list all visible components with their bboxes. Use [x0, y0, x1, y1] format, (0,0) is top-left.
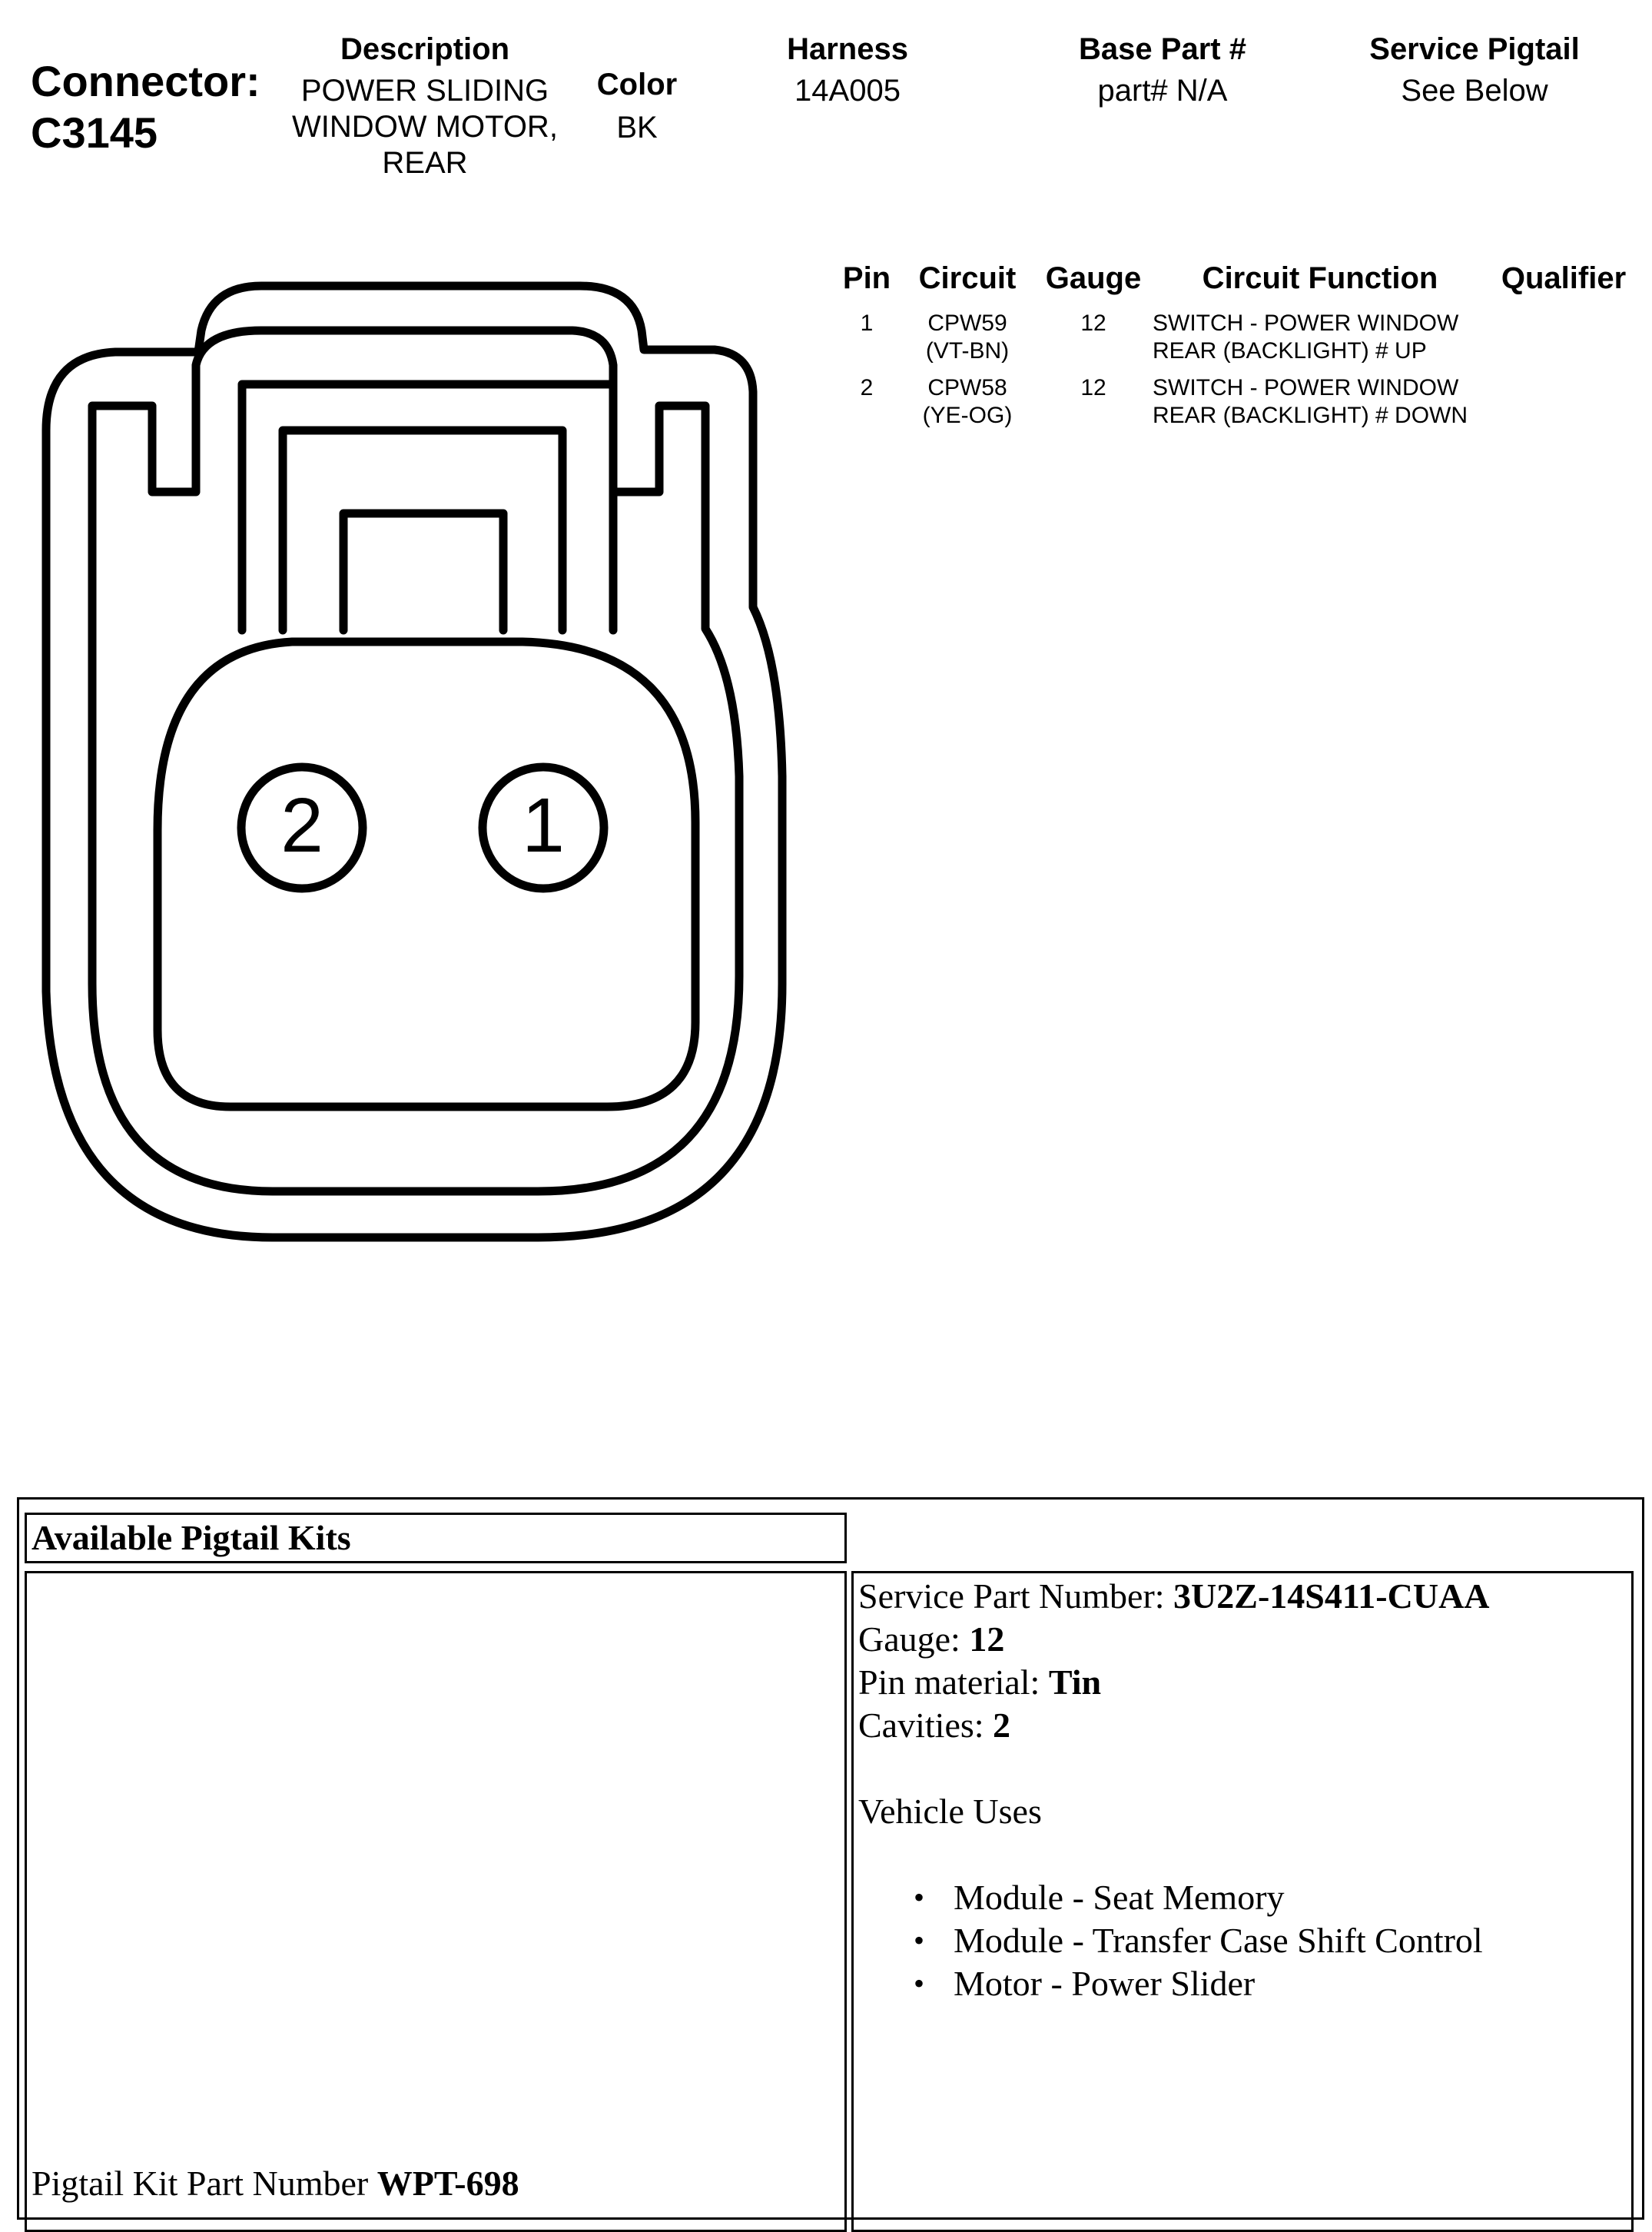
- latch-inner-frame: [283, 430, 562, 630]
- pigtail-title-cell: [25, 1513, 847, 1563]
- description-column: [292, 32, 558, 181]
- kit-part-value: WPT-698: [377, 2164, 519, 2203]
- kit-part-label: Pigtail Kit Part Number: [32, 2164, 377, 2203]
- row-2-circuit: [923, 374, 1013, 430]
- harness-column: [787, 32, 908, 109]
- function-line: REAR (BACKLIGHT) # UP: [1153, 338, 1427, 364]
- cavities-value: 2: [993, 1706, 1011, 1745]
- locking-tab: [343, 513, 503, 630]
- circuit-color: (VT-BN): [925, 338, 1010, 364]
- color-column: [597, 68, 677, 146]
- cavity-body: [158, 642, 695, 1107]
- row-1-gauge: 12: [1080, 311, 1106, 336]
- connector-face-diagram: [0, 261, 814, 1260]
- harness-label: Harness: [787, 32, 908, 66]
- service-part-label: Service Part Number:: [858, 1576, 1174, 1616]
- pin-header: Pin: [842, 261, 891, 295]
- cavity-2-label: 2: [280, 782, 323, 869]
- base-part-column: [1079, 32, 1246, 109]
- row-1-circuit: [926, 310, 1009, 365]
- description-line: REAR: [382, 145, 468, 180]
- service-pigtail-column: [1369, 32, 1579, 109]
- function-line: SWITCH - POWER WINDOW: [1153, 375, 1459, 400]
- row-1-function: [1153, 310, 1458, 365]
- list-item: • Module - Seat Memory: [914, 1876, 1490, 1919]
- base-part-label: Base Part #: [1079, 32, 1246, 66]
- connector-id: C3145: [31, 108, 158, 158]
- gauge-label: Gauge:: [858, 1619, 970, 1659]
- base-part-value: part# N/A: [1097, 74, 1228, 108]
- pigtail-details-cell: [851, 1571, 1634, 2232]
- description-line: WINDOW MOTOR,: [292, 109, 558, 144]
- pin-material-line: [858, 1661, 1490, 1704]
- gauge-value: 12: [969, 1619, 1005, 1659]
- service-part-line: [858, 1575, 1490, 1618]
- circuit-function-header: Circuit Function: [1202, 261, 1438, 295]
- circuit-header: Circuit: [918, 261, 1017, 295]
- pin-material-label: Pin material:: [858, 1662, 1049, 1702]
- row-2-function: [1153, 374, 1468, 430]
- description-value: [292, 73, 558, 181]
- harness-value: 14A005: [794, 74, 901, 108]
- description-label: Description: [340, 32, 510, 66]
- color-value: BK: [616, 111, 658, 144]
- circuit-code: CPW58: [927, 375, 1007, 400]
- vehicle-uses-label: Vehicle Uses: [858, 1792, 1042, 1831]
- function-line: SWITCH - POWER WINDOW: [1153, 311, 1459, 336]
- color-label: Color: [596, 68, 678, 101]
- housing-inner-outline: [92, 330, 739, 1191]
- latch-frame: [242, 384, 613, 630]
- row-1-pin: 1: [860, 311, 874, 336]
- row-2-gauge: 12: [1080, 375, 1106, 400]
- pin-material-value: Tin: [1048, 1662, 1102, 1702]
- gauge-line: [858, 1618, 1490, 1661]
- connector-heading: [31, 55, 260, 158]
- circuit-color: (YE-OG): [922, 403, 1013, 428]
- cavity-1-label: 1: [522, 782, 565, 869]
- pigtail-image-cell: [25, 1571, 847, 2232]
- pigtail-section-title: Available Pigtail Kits: [32, 1518, 351, 1557]
- list-item: • Motor - Power Slider: [914, 1962, 1490, 2005]
- circuit-code: CPW59: [927, 311, 1007, 336]
- description-line: POWER SLIDING: [300, 74, 549, 108]
- cavities-line: [858, 1704, 1490, 1747]
- function-line: REAR (BACKLIGHT) # DOWN: [1153, 403, 1468, 428]
- gauge-header: Gauge: [1045, 261, 1142, 295]
- service-pigtail-label: Service Pigtail: [1369, 32, 1580, 66]
- qualifier-header: Qualifier: [1501, 261, 1627, 295]
- vehicle-uses-list: [914, 1876, 1490, 2005]
- service-part-value: 3U2Z-14S411-CUAA: [1173, 1576, 1490, 1616]
- row-2-pin: 2: [860, 375, 874, 400]
- connector-label: Connector:: [31, 57, 260, 105]
- kit-part-number: [32, 2162, 519, 2205]
- list-item: • Module - Transfer Case Shift Control: [914, 1919, 1490, 1962]
- service-pigtail-value: See Below: [1401, 74, 1548, 108]
- pigtail-details: [858, 1575, 1490, 2005]
- cavities-label: Cavities:: [858, 1706, 994, 1745]
